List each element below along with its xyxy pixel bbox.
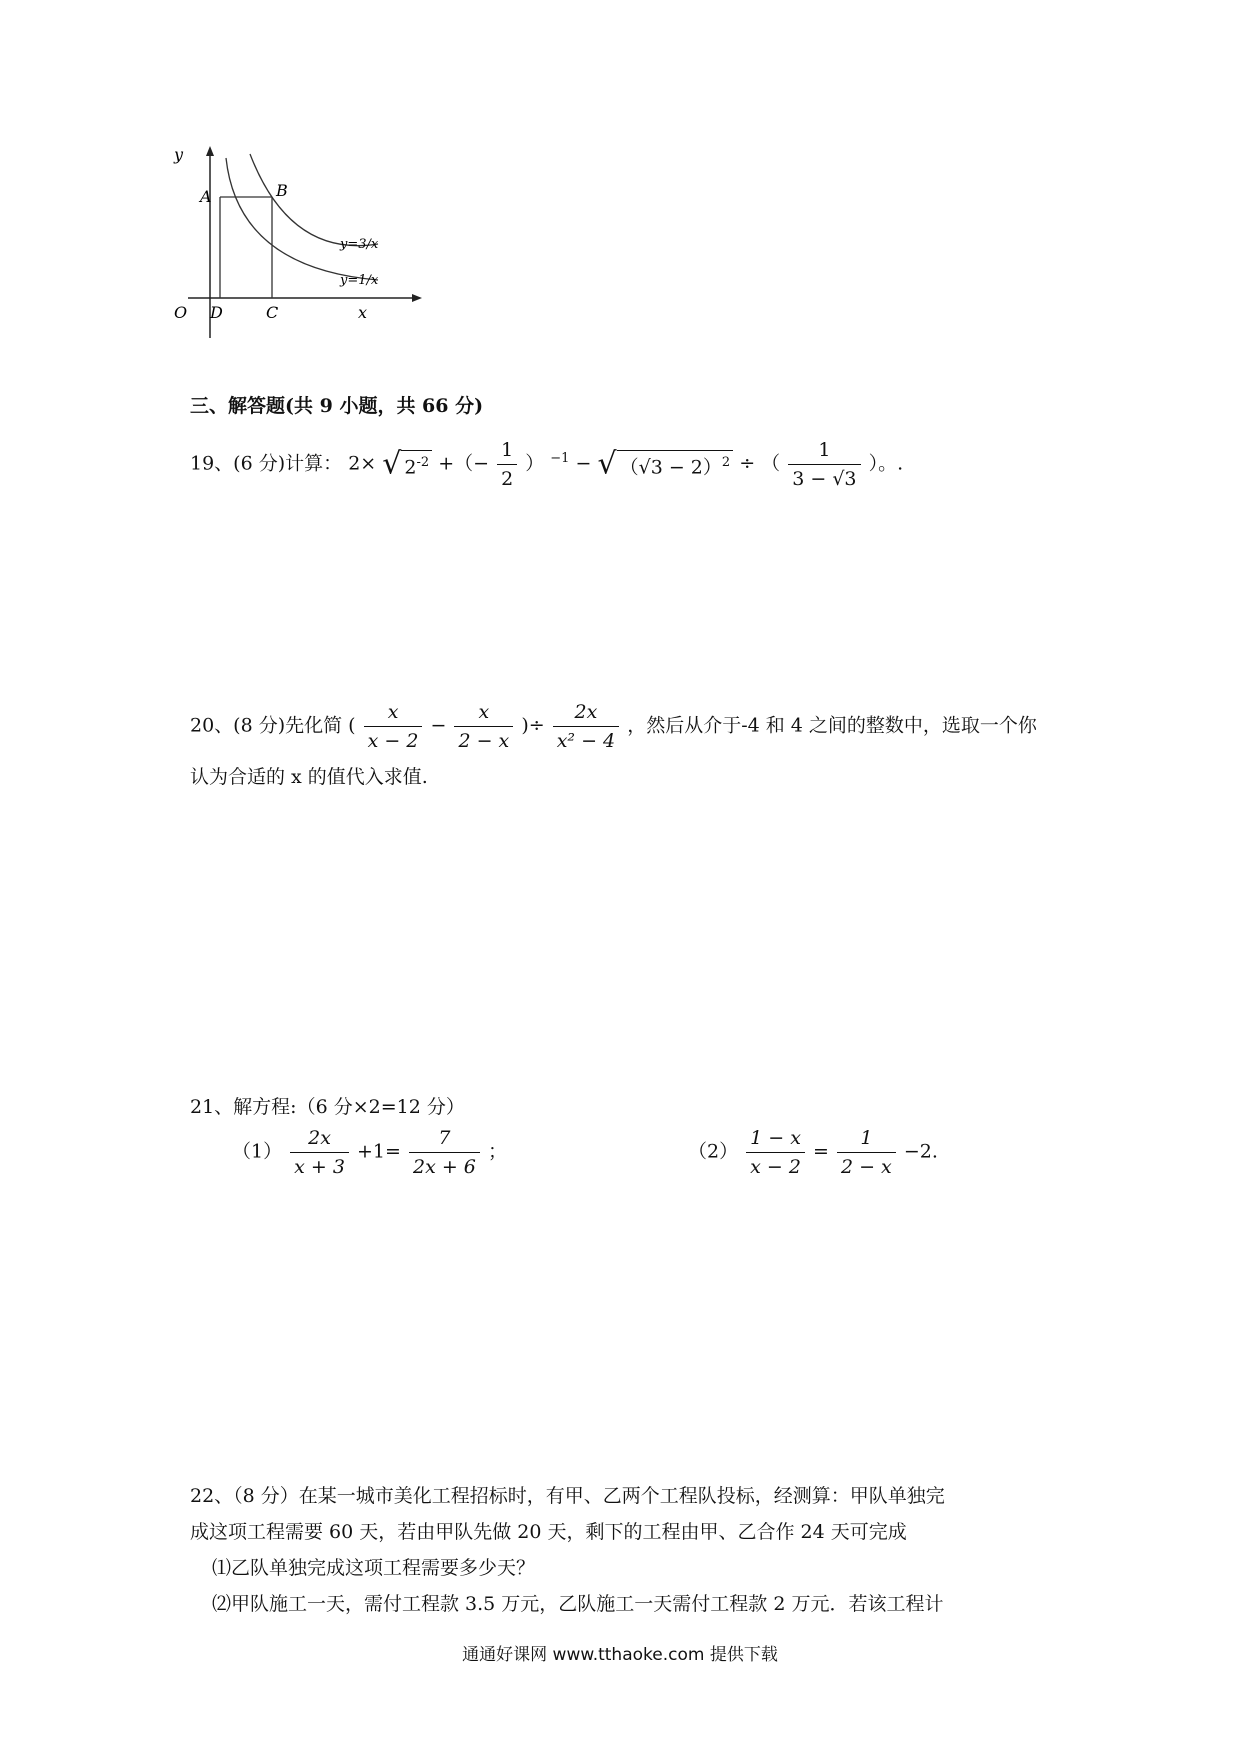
q20-minus: − bbox=[430, 714, 447, 737]
y-axis-label: y bbox=[174, 145, 184, 164]
section3-heading: 三、解答题(共 9 小题，共 66 分) bbox=[190, 395, 484, 417]
q21-p1-frac1: $\frac{2x}{x + 3}$ bbox=[290, 1126, 349, 1179]
x-axis-label: x bbox=[358, 303, 368, 322]
q22-line2: 成这项工程需要 60 天，若由甲队先做 20 天，剩下的工程由甲、乙合作 24 天可完成 bbox=[190, 1521, 907, 1543]
q19-lead: 19、(6 分)计算： bbox=[190, 452, 343, 475]
q19-sqrt-term: √ $2^{-2}$ bbox=[382, 450, 432, 479]
q19-sqrt-square: √ $(√3 - 2)^2$ bbox=[597, 450, 733, 479]
point-c-label: C bbox=[266, 303, 279, 322]
q21-p1-end: ； bbox=[487, 1140, 507, 1163]
q21-p1-label: （1） bbox=[232, 1140, 283, 1163]
curve-lower-label: y=1/x bbox=[340, 273, 379, 288]
point-d-label: D bbox=[210, 303, 223, 322]
curve-upper bbox=[250, 154, 378, 246]
q21-p1-mid: +1= bbox=[357, 1140, 401, 1163]
point-a-label: A bbox=[200, 187, 212, 206]
page-footer: 通通好课网 www.tthaoke.com 提供下载 bbox=[462, 1645, 778, 1665]
q22-line1: 22、（8 分）在某一城市美化工程招标时，有甲、乙两个工程队投标，经测算：甲队单独完 bbox=[190, 1485, 945, 1507]
q20-close-div: )÷ bbox=[521, 714, 545, 737]
origin-label: O bbox=[174, 303, 188, 322]
point-b-label: B bbox=[276, 181, 288, 200]
q21-p2-eq: = bbox=[813, 1140, 829, 1163]
q19-reciprocal: $\frac{1}{3 - √3}$ bbox=[788, 438, 860, 491]
q21-part2 bbox=[688, 1126, 938, 1179]
q20-line2: 认为合适的 x 的值代入求值. bbox=[190, 766, 428, 788]
q20-tail: ，然后从介于-4 和 4 之间的整数中，选取一个你 bbox=[627, 714, 1037, 737]
q20-lead: 20、(8 分)先化简 ( bbox=[190, 714, 356, 737]
q19-close-paren: ） bbox=[525, 452, 545, 475]
q21-p2-label: （2） bbox=[688, 1140, 739, 1163]
curve-upper-label: y=3/x bbox=[340, 237, 379, 252]
q21-part1 bbox=[232, 1126, 507, 1179]
q21-p1-frac2: $\frac{7}{2x + 6}$ bbox=[409, 1126, 480, 1179]
q21-p2-frac2: $\frac{1}{2 - x}$ bbox=[837, 1126, 896, 1179]
q22-line3: ⑴乙队单独完成这项工程需要多少天？ bbox=[212, 1557, 536, 1579]
q20-frac3: $\frac{2x}{\text{x² − 4}}$ bbox=[553, 700, 619, 753]
hyperbola-figure bbox=[174, 140, 460, 365]
q19-plus-paren: +（− bbox=[438, 452, 490, 475]
q19-divide: ÷ （ bbox=[739, 452, 781, 475]
q21-p2-end: −2. bbox=[903, 1140, 938, 1163]
q21-p2-frac1: $\frac{1 - x}{x - 2}$ bbox=[746, 1126, 805, 1179]
q19-end: ）。. bbox=[868, 452, 904, 475]
q19-half: $\frac{1}{2}$ bbox=[497, 438, 517, 491]
y-axis-arrow bbox=[206, 146, 214, 156]
q22-line4: ⑵甲队施工一天，需付工程款 3.5 万元，乙队施工一天需付工程款 2 万元．若该工程计 bbox=[212, 1593, 944, 1615]
q19-two-times: 2× bbox=[348, 452, 377, 475]
q19 bbox=[190, 438, 903, 491]
q19-minus: − bbox=[575, 452, 592, 475]
q20-frac2: $\frac{x}{2 - x}$ bbox=[454, 700, 513, 753]
q20 bbox=[190, 700, 1037, 753]
curve-lower bbox=[226, 158, 378, 280]
q20-frac1: $\frac{x}{x - 2}$ bbox=[364, 700, 423, 753]
x-axis-arrow bbox=[412, 294, 422, 302]
q19-neg-one: −1 bbox=[550, 451, 570, 467]
q21-lead: 21、解方程:（6 分×2=12 分） bbox=[190, 1096, 465, 1118]
